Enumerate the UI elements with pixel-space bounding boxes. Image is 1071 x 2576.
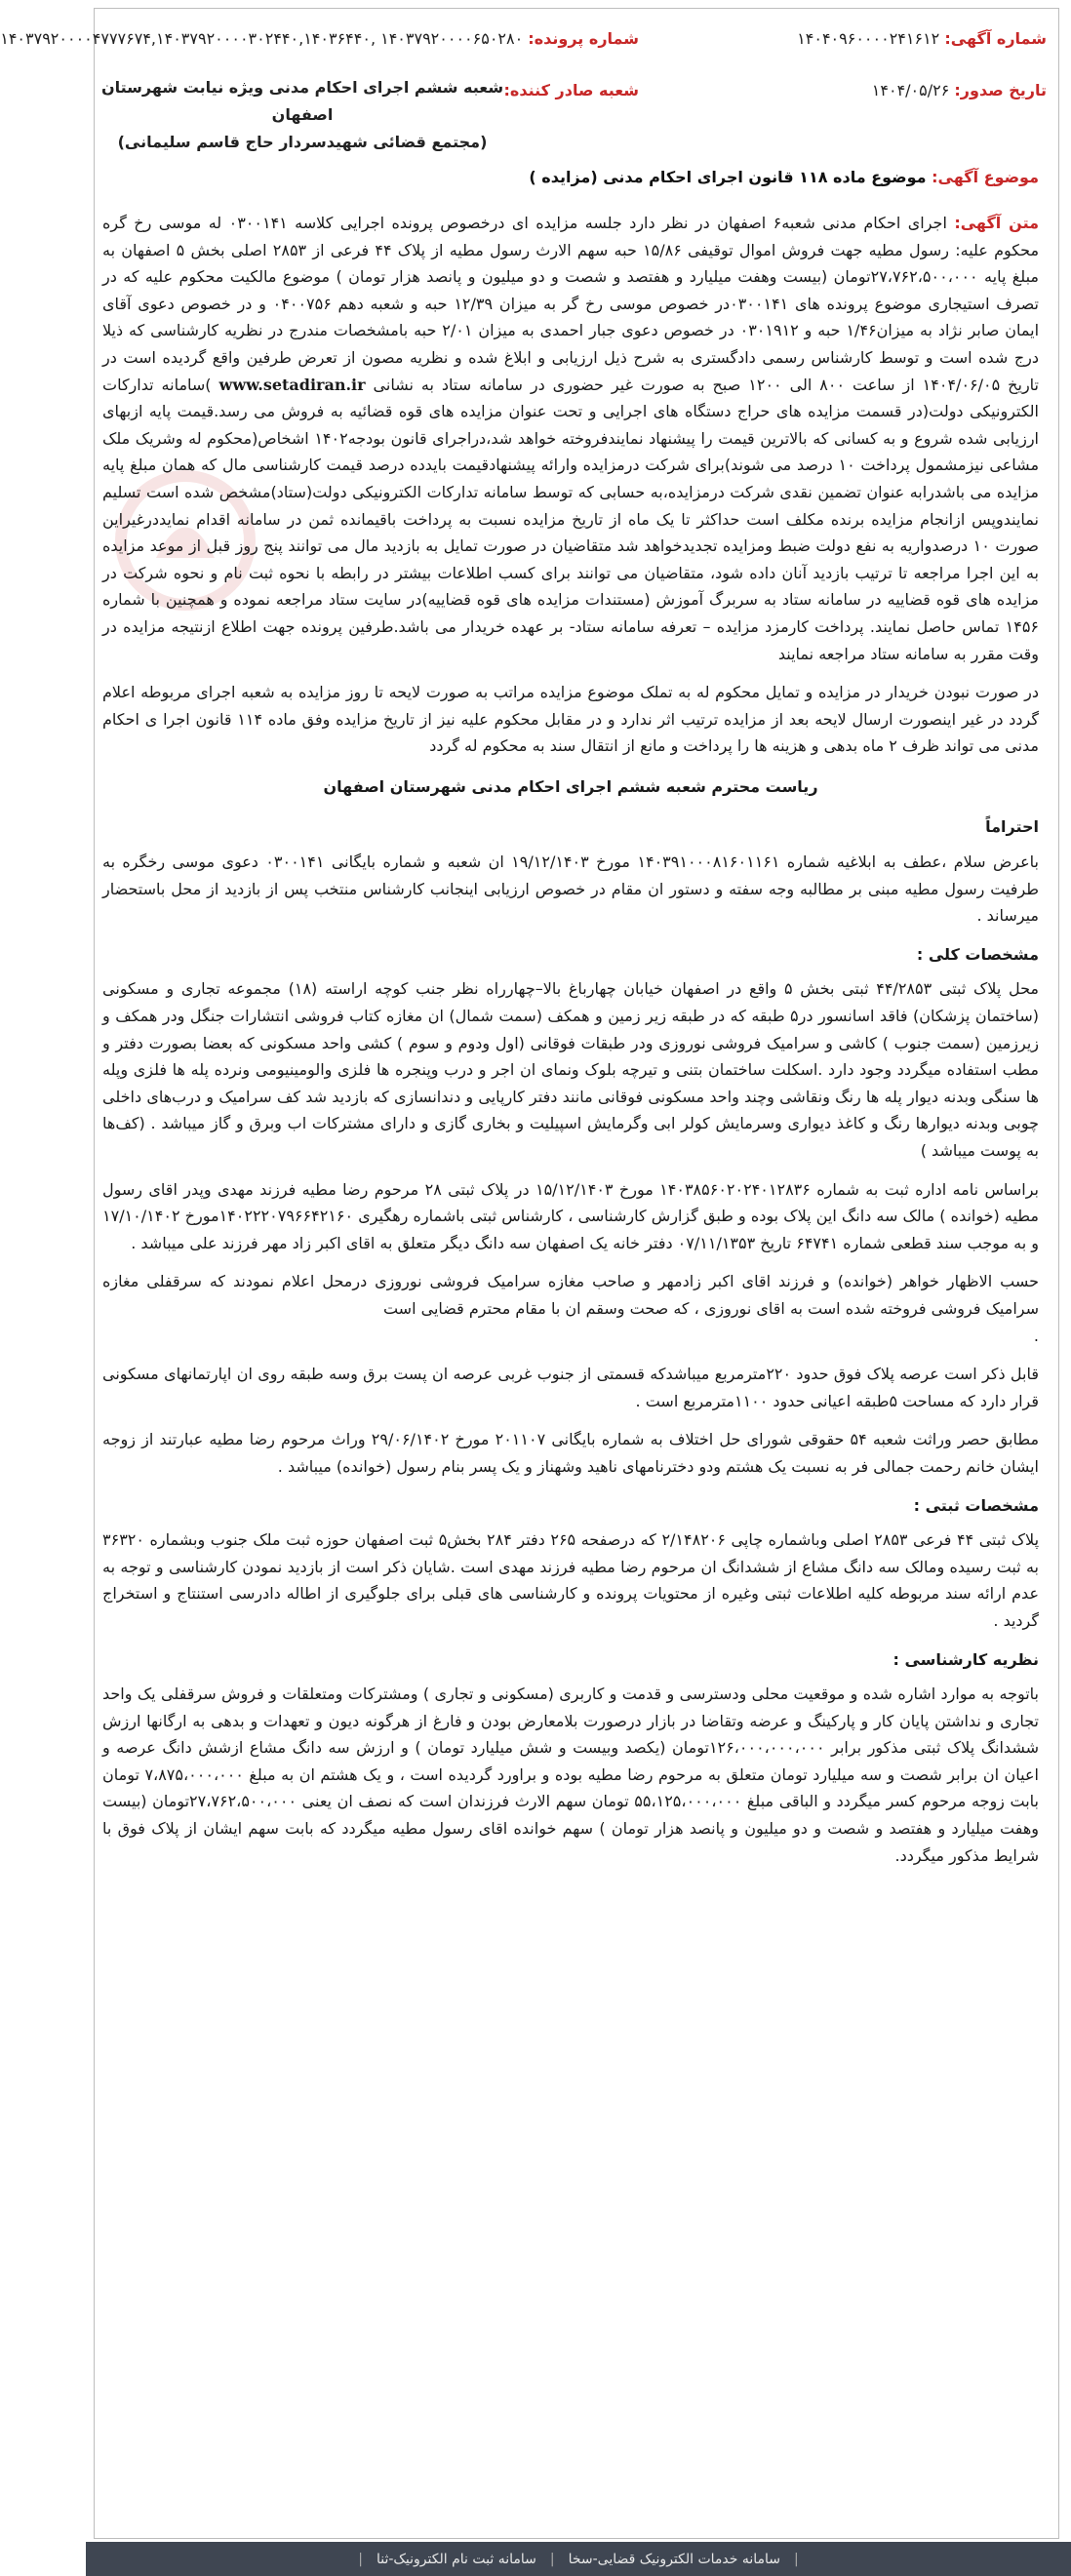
subject-row	[529, 168, 1039, 186]
footer-separator: |	[549, 2551, 555, 2567]
paragraph-general-specs: محل پلاک ثبتی ۴۴/۲۸۵۳ ثبتی بخش ۵ واقع در اصفهان خیابان چهارباغ بالا–چهارراه نظر جنب کوچه اراسته (۱۸) مجموعه تجاری و مسکونی (ساختمان پزشکان) فاقد اسانسور در۵ طبقه که در طبقه زیر زمین و همکف (سمت شمال) ان مغازه کتاب فروشی انتشارات جنگل ودر همکف و زیرزمین (سمت جنوب ) کاشی و سرامیک فروشی نوروزی ودر طبقات فوقانی (اول ودوم و سوم ) کشی واحد مسکونی که بعضا بصورت دفتر و مطب استفاده میگردد وجود دارد .اسکلت ساختمان بتنی و تیرچه بلوک ونمای ان اجر و درب وپنجره ها فلزی والومینیومی ونرده پله ها فلزی وپله ها سنگی وبدنه دیوار پله ها رنگ ونقاشی وچند واحد مسکونی فوقانی مانند دفتر کارپایی و دندانسازی که بازدید شد کف سرامیک و درب‌های داخلی چوبی وبدنه دیوارها رنگ و کاغذ دیواری وسرمایش کولر ابی وگرمایش اسپیلیت و بخاری گازی و دارای مشترکات اب وبرق و گاز میباشد . (کف‌ها به پوست میباشد )	[102, 979, 1040, 1160]
paragraph-area: قابل ذکر است عرصه پلاک فوق حدود ۲۲۰مترمربع میباشدکه قسمتی از جنوب غربی عرصه ان پست برق وسه طبقه روی ان اپارتمانهای مسکونی قرار دارد که مساحت ۵طبقه اعیانی حدود ۱۱۰۰مترمربع است .	[102, 1365, 1040, 1410]
ad-number-label: شماره آگهی:	[944, 29, 1047, 48]
footer-bar	[86, 2542, 1071, 2576]
issuer-block	[93, 74, 512, 156]
notice-body	[102, 210, 1039, 1881]
footer-separator: |	[794, 2551, 799, 2567]
footer-link-sakha[interactable]: سامانه خدمات الکترونیک قضایی-سخا	[568, 2551, 781, 2567]
paragraph-no-buyer: در صورت نبودن خریدار در مزایده و تمایل محکوم له به تملک موضوع مزایده مراتب به صورت لایحه تا روز مزایده به شعبه اجرای مربوطه اعلام گردد در غیر اینصورت ارسال لایحه بعد از مزایده ترتیب اثر ندارد و در مقابل محکوم علیه نیز از تاریخ مزایده وفق ماده ۱۱۴ قانون اجرا ی احکام مدنی می تواند ظرف ۲ ماه بدهی و هزینه ها را پرداخت و مانع از انتقال سند به محکوم له گردد	[102, 683, 1040, 756]
salutation: احتراماً	[985, 817, 1039, 837]
issue-date-row	[872, 80, 1047, 101]
paragraph-statement-text: حسب الاظهار خواهر (خوانده) و فرزند اقای اکبر زادمهر و صاحب مغازه سرامیک فروشی نوروزی درمحل اعلام نمودند که سرقفلی مغازه سرامیک فروشی فروخته شده است به اقای نوروزی ، که صحت وسقم ان با مقام محترم قضایی است	[102, 1272, 1039, 1318]
body-label: متن آگهی:	[954, 214, 1040, 232]
website-link[interactable]: www.setadiran.ir	[218, 375, 366, 394]
general-specs-title: مشخصات کلی :	[916, 944, 1039, 964]
issuer-line2: (مجتمع قضائی شهیدسردار حاج قاسم سلیمانی)	[117, 133, 488, 151]
case-number-row	[0, 28, 639, 50]
paragraph-statement	[102, 1268, 1039, 1349]
addressee: ریاست محترم شعبه ششم اجرای احکام مدنی شهرستان اصفهان	[323, 776, 818, 796]
issuer-line1: شعبه ششم اجرای احکام مدنی ویژه نیابت شهرستان اصفهان	[100, 78, 504, 124]
ad-number-row	[797, 28, 1047, 50]
case-number: ۱۴۰۳۷۹۲۰۰۰۰۶۵۰۲۸۰ ,۱۴۰۳۷۹۲۰۰۰۰۴۷۷۷۶۷۴,۱۴۰۳۷۹۲۰۰۰۰۳۰۲۴۴۰,۱۴۰۳۶۴۴۰	[0, 29, 524, 48]
subject-label: موضوع آگهی:	[932, 168, 1039, 186]
notice-frame	[0, 8, 1059, 2539]
paragraph-reference: باعرض سلام ،عطف به ابلاغیه شماره ۱۴۰۳۹۱۰۰۰۸۱۶۰۱۱۶۱ مورخ ۱۹/۱۲/۱۴۰۳ ان شعبه و شماره بایگانی ۰۳۰۰۱۴۱ دعوی موسی رخگره به طرفیت رسول مطیه مبنی بر مطالبه وجه سفته و دستور ان مقام در خصوص ارزیابی اینجانب کارشناس منتخب پس از بازدید از محل باستحضار میرساند .	[102, 852, 1040, 926]
issuer-label: شعبه صادر کننده:	[503, 81, 639, 99]
issuer-label-row	[504, 80, 639, 101]
expert-opinion-title: نظریه کارشناسی :	[892, 1649, 1039, 1669]
registry-specs-title: مشخصات ثبتی :	[913, 1495, 1039, 1515]
paragraph-auction-part1: اجرای احکام مدنی شعبه۶ اصفهان در نظر دارد جلسه مزایده ای درخصوص پرونده اجرایی کلاسه ۰۳۰۰۱۴۱ له موسی رخ گره محکوم علیه: رسول مطیه جهت فروش اموال توقیفی ۱۵/۸۶ حبه سهم الارث رسول مطیه از پلاک ۴۴ فرعی از ۲۸۵۳ اصلی بخش ۵ اصفهان به مبلغ پایه ۲۷،۷۶۲،۵۰۰،۰۰۰تومان (بیست وهفت میلیارد و هفتصد و شصت و دو میلیون و پانصد هزار تومان ) موضوع مالکیت محکوم علیه که در تصرف استیجاری موضوع پرونده های ۰۳۰۰۱۴۱در خصوص موسی رخ گر به میزان ۱۲/۳۹ حبه و شعبه دهم ۰۴۰۰۷۵۶ و در خصوص دعوی آقای ایمان صابر نژاد به میزان۱/۴۶ حبه و ۰۳۰۱۹۱۲ در خصوص دعوی جبار احمدی به میزان ۲/۰۱ حبه بامشخصات مندرج در نظریه کارشناسی که ذیلا درج شده است و توسط کارشناس رسمی دادگستری به شرح ذیل ارزیابی و ابلاغ شده و نظریه مصون از تعرض طرفین واقع گردیده است در تاریخ ۱۴۰۴/۰۶/۰۵ از ساعت ۸۰۰ الی ۱۲۰۰ صبح به صورت غیر حضوری در سامانه ستاد به نشانی	[102, 214, 1040, 394]
footer-link-sana[interactable]: سامانه ثبت نام الکترونیک-ثنا	[376, 2551, 536, 2567]
paragraph-inheritance: مطابق حصر وراثت شعبه ۵۴ حقوقی شورای حل اختلاف به شماره بایگانی ۲۰۱۱۰۷ مورخ ۲۹/۰۶/۱۴۰۲ وراث مرحوم رضا مطیه عبارتند از زوجه ایشان خانم رحمت جمالی فر به نسبت یک هشتم ودو دخترنامهای ناهید وشهناز و یک پسر بنام رسول (خوانده) میباشد .	[102, 1430, 1040, 1476]
case-number-label: شماره پرونده:	[528, 29, 639, 48]
ad-number: ۱۴۰۴۰۹۶۰۰۰۰۲۴۱۶۱۲	[797, 29, 940, 48]
subject-text: موضوع ماده ۱۱۸ قانون اجرای احکام مدنی (مزایده )	[529, 168, 927, 186]
paragraph-statement-dot: .	[1033, 1326, 1039, 1345]
paragraph-auction	[102, 210, 1039, 667]
paragraph-registry-specs: پلاک ثبتی ۴۴ فرعی ۲۸۵۳ اصلی وباشماره چاپی ۲/۱۴۸۲۰۶ که درصفحه ۲۶۵ دفتر ۲۸۴ بخش۵ ثبت اصفهان حوزه ثبت ملک جنوب وبشماره ۳۶۳۲۰ به ثبت رسیده ومالک سه دانگ مشاع از ششدانگ ان مرحوم رضا مطیه فرزند مهدی است .شایان ذکر است از بازدید نمودن کارشناسی و توجه به عدم ارائه سند مربوطه کلیه اطلاعات ثبتی وغیره از محتویات پرونده و کارشناسی های قبلی برای جلوگیری از اطاله دادرسی استنتاج و استخراج گردید .	[102, 1530, 1040, 1630]
issue-date-label: تاریخ صدور:	[954, 81, 1047, 99]
paragraph-registry-letter: براساس نامه اداره ثبت به شماره ۱۴۰۳۸۵۶۰۲۰۲۴۰۱۲۸۳۶ مورخ ۱۵/۱۲/۱۴۰۳ در پلاک ثبتی ۲۸ مرحوم رضا مطیه فرزند مهدی وپدر اقای رسول مطیه (خوانده ) مالک سه دانگ این پلاک بوده و طبق گزارش کارشناسی ، کارشناس ثبتی باشماره رهگیری ۱۴۰۲۲۲۰۷۹۶۶۴۲۱۶۰مورخ ۱۷/۱۰/۱۴۰۲ و به موجب سند قطعی شماره ۶۴۷۴۱ تاریخ ۰۷/۱۱/۱۳۵۳ دفتر خانه یک اصفهان سه دانگ دیگر متعلق به اقای اکبر زاد مهر فرزند علی میباشد .	[102, 1179, 1039, 1252]
footer-separator: |	[358, 2551, 363, 2567]
paragraph-auction-part2: )سامانه تدارکات الکترونیکی دولت(در قسمت مزایده های حراج دستگاه های اجرایی و تحت عنوان مزایده های قوه قضائیه به فروش می رسد.قیمت پایه ازبهای ارزیابی شده شروع و به کسانی که بالاترین قیمت را پیشنهاد نمایندفروخته خواهد شد،دراجرای قانون بودجه۱۴۰۲ اشخاص(محکوم له وشریک ملک مشاعی نیزمشمول پرداخت ۱۰ درصد می شوند)برای شرکت درمزایده وارائه پیشنهادقیمت بایدده درصد قیمت کارشناسی مال که همان مبلغ پایه مزایده می باشدرابه عنوان تضمین نقدی شرکت درمزایده،به حسابی که توسط سامانه تدارکات الکترونیکی دولت(ستاد)مشخص شده است تسلیم نمایندوپس ازانجام مزایده برنده مکلف است حداکثر تا یک ماه از تاریخ مزایده نسبت به پرداخت باقیمانده ثمن در سامانه اقدام نمایددرغیراین صورت ۱۰ درصدواریه به نفع دولت ضبط ومزایده تجدیدخواهد شد متقاضیان در صورت تمایل به بازدید مال می توانند پنج روز قبل از موعد مزایده به این اجرا مراجعه تا ترتیب بازدید آنان داده شود، متقاضیان می توانند برای کسب اطلاعات بیشتر در رابطه با نحوه ثبت نام و نحوه شرکت در مزایده های قوه قضاییه در سامانه ستاد به سربرگ آموزش (مستندات مزایده های قوه قضاییه)در سایت ستاد مراجعه نموده و همچنین با شماره ۱۴۵۶ تماس حاصل نمایند. پرداخت کارمزد مزایده – تعرفه سامانه ستاد- بر عهده خریدار می باشد.طرفین پرونده جهت اطلاع ازنتیجه مزایده در وقت مقرر به سامانه ستاد مراجعه نمایند	[102, 375, 1040, 663]
issue-date: ۱۴۰۴/۰۵/۲۶	[871, 81, 950, 99]
paragraph-expert-opinion: باتوجه به موارد اشاره شده و موقعیت محلی ودسترسی و قدمت و کاربری (مسکونی و تجاری ) ومشترکات ومتعلقات و فروش سرقفلی یک واحد تجاری و نداشتن پایان کار و پارکینگ و عرضه وتقاضا در بازار درصورت بلامعارض بودن و فارغ از هرگونه دیون و تعهدات و بدهی به ارگانها ارزش ششدانگ پلاک ثبتی مذکور برابر ۱۲۶،۰۰۰،۰۰۰،۰۰۰تومان (یکصد وبیست و شش میلیارد تومان ) و ارزش سه دانگ مشاع ازشش دانگ عرصه و اعیان ان برابر شصت و سه میلیارد تومان متعلق به مرحوم رضا مطیه بوده و براورد گردیده است ، و یک هشتم ان به مبلغ ۷،۸۷۵،۰۰۰،۰۰۰ تومان بابت زوجه مرحوم کسر میگردد و الباقی مبلغ ۵۵،۱۲۵،۰۰۰،۰۰۰ تومان سهم الارث فرزندان است که نصف ان یعنی ۲۷،۷۶۲،۵۰۰،۰۰۰تومان (بیست وهفت میلیارد و هفتصد و شصت و دو میلیون و پانصد هزار تومان ) سهم خوانده اقای رسول مطیه میگردد که بابت سهم ایشان از پلاک فوق با شرایط مذکور میگردد.	[102, 1684, 1040, 1865]
